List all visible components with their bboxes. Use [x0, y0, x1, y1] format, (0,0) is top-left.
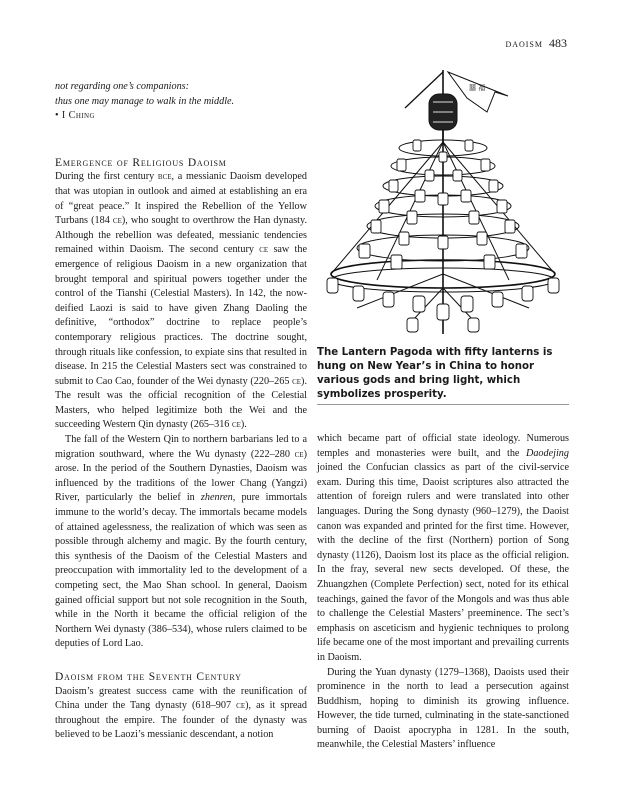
figure-caption: The Lantern Pagoda with fifty lanterns is hung on New Year’s in China to honor various gods and bring light, which symbolizes prosperity. — [317, 347, 553, 400]
paragraph-right-2: During the Yuan dynasty (1279–1368), Daoists used their prominence in the north to lead a persecution against Buddhism, hoping to diminish its growing influence. However, the tide turned, culminating in the state-sanctioned burning of Daoist apocrypha in 1281. In the south, meanwhile, the Celestial Masters’ influence — [317, 666, 569, 751]
page-number: 483 — [549, 36, 567, 50]
svg-text:囍 福: 囍 福 — [469, 84, 486, 92]
left-column — [55, 80, 307, 743]
running-title: daoism — [505, 38, 543, 50]
section-heading-emergence: Emergence of Religious Daoism — [55, 156, 227, 169]
epigraph-attribution: • I Ching — [55, 110, 95, 122]
paragraph-emergence-1: During the first century bce, a messianic Daoism developed that was utopian in outlook and aimed at establishing an era of “great peace.” It inspired the Rebellion of the Yellow Turbans (184 ce), who sought to overthrow the Han dynasty. Although the rebellion was defeated, messianic tendencies remained within Daoism. The second century ce saw the emergence of religious Daoism in a new organization that brought temporal and spiritual powers together under the control of the Tianshi (Celestial Masters). In 142, the now-deified Laozi is said to have given Zhang Daoling the definitive, “orthodox” doctrine to replace people’s contemporary religious practices. The doctrine sought, through rituals like confession, to expiate sins that resulted in disease. In 215 the Celestial Masters sect was constrained to submit to Cao Cao, founder of the Wei dynasty (220–265 ce). The result was the official recognition of the Celestial Masters, who helped legitimize both the Wei and the succeeding Western Qin dynasty (265–316 ce). — [55, 171, 307, 431]
paragraph-seventh-century-1: Daoism’s greatest success came with the reunification of China under the Tang dynasty (618–907 ce), as it spread throughout the empire. The founder of the dynasty was believed to be Laozi’s messianic descendant, a notion — [55, 685, 307, 741]
section-heading-seventh-century: Daoism from the Seventh Century — [55, 670, 242, 683]
running-header — [505, 36, 567, 51]
right-column — [317, 432, 569, 753]
lantern-pagoda-illustration — [317, 68, 569, 340]
epigraph-line-2: thus one may manage to walk in the middle. — [55, 95, 235, 107]
epigraph-line-1: not regarding one’s companions: — [55, 81, 190, 92]
caption-divider — [317, 404, 569, 405]
paragraph-emergence-2: The fall of the Western Qin to northern barbarians led to a migration southward, where the Wu dynasty (222–280 ce) arose. In the period of the Southern Dynasties, Daoism was influenced by the traditions of the lower Chang (Yangzi) River, particularly the belief in zhenren, pure immortals immune to the world’s decay. The immortals became models of attained agelessness, the realization of which was seen as possible through alchemy and magic. By the fourth century, this synthesis of the Daoism of the Celestial Masters and preoccupation with immortality led to the development of a competing sect, the Mao Shan school. In general, Daoism gained official support but not sole recognition in the South, while in the North it became the official religion of the Northern Wei dynasty (386–534), whose rulers claimed to be deputies of Lord Lao. — [55, 434, 307, 650]
paragraph-right-1: which became part of official state ideology. Numerous temples and monasteries were built, and the Daodejing joined the Confucian classics as part of the civil-service exam. During this time, Daoist scriptures also attracted the attention of foreign rulers and were translated into other languages. During the Song dynasty (960–1279), the Daoist canon was expanded and printed for the first time. However, with the decline of the first (Northern) portion of Song dynasty (1126), Daoism lost its place as the official religion. In the fray, several new sects developed. Of these, the Zhuangzhen (Complete Perfection) sect, noted for its ethical teachings, gained the favor of the Mongols and was thus able to challenge the Celestial Masters’ preeminence. The sect’s emphasis on asceticism and hygienic techniques to prolong life became one of the most important and prevailing currents in Daoism. — [317, 433, 569, 663]
